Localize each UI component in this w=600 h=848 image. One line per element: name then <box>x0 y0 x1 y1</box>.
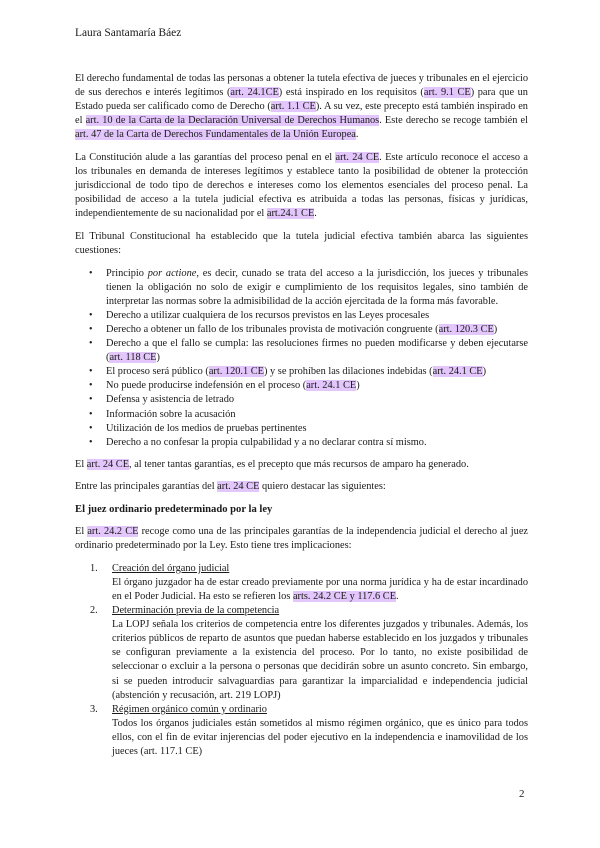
paragraph-principales-garantias <box>75 480 528 494</box>
paragraph-juez-ordinario <box>75 525 528 553</box>
list-item <box>75 365 528 379</box>
article-reference: art. 24.1CE <box>230 87 279 99</box>
list-item-body: Todos los órganos judiciales están sometidos al mismo régimen orgánico, que es único para todos ellos, con el fin de evitar injerencias del poder ejecutivo en la independencia e inamovilidad de los jueces (art. 117.1 CE) <box>112 717 528 758</box>
bullet-icon: • <box>89 436 93 448</box>
article-reference: art. 47 de la Carta de Derechos Fundamentales de la Unión Europea <box>75 129 356 141</box>
list-item-title: Régimen orgánico común y ordinario <box>112 703 267 715</box>
article-reference: art. 9.1 CE <box>423 87 471 99</box>
article-reference: art. 120.1 CE <box>208 366 264 378</box>
list-number: 1. <box>90 562 98 574</box>
text: ) para que un Estado pueda ser calificado como de Derecho ( <box>75 87 528 113</box>
text: . Este derecho se recoge también el <box>379 115 528 127</box>
list-item-title: Determinación previa de la competencia <box>112 605 280 617</box>
numbered-list-implicaciones <box>75 562 528 759</box>
article-reference: art. 24 CE <box>335 151 380 163</box>
paragraph-recursos-amparo <box>75 458 528 472</box>
bullet-icon: • <box>89 324 93 335</box>
text: El órgano juzgador ha de estar creado previamente por una norma jurídica y ha de estar incardinado en el Poder Judicial. Ha esto se refieren los <box>112 576 528 602</box>
article-reference: art. 24 CE <box>86 458 130 470</box>
list-item <box>75 309 528 323</box>
text: La Constitución alude a las garantías del proceso penal en el <box>75 151 336 163</box>
article-reference: art.24.1 CE <box>266 208 315 220</box>
list-item <box>75 422 528 436</box>
emphasis-text: por actione <box>147 267 197 279</box>
bullet-icon: • <box>89 394 93 406</box>
bullet-icon: • <box>89 309 93 321</box>
paragraph-tribunal-constitucional: El Tribunal Constitucional ha establecido que la tutela judicial efectiva también abarca las siguientes cuestiones: <box>75 230 528 257</box>
text: No puede producirse indefensión en el proceso ( <box>106 380 307 392</box>
text: ) está inspirado en los requisitos ( <box>278 87 424 99</box>
text: Derecho a no confesar la propia culpabilidad y a no declarar contra sí mismo. <box>106 436 427 448</box>
list-item <box>75 393 528 407</box>
text: Información sobre la acusación <box>106 408 236 420</box>
text: recoge como una de las principales garantías de la independencia judicial el derecho al juez ordinario predeterminado por la Ley. Esto tiene tres implicaciones: <box>75 526 529 552</box>
text: Utilización de los medios de pruebas pertinentes <box>106 422 307 434</box>
bullet-list-cuestiones <box>75 267 528 450</box>
text: ) y se prohíben las dilaciones indebidas ( <box>264 366 433 378</box>
list-number: 3. <box>90 703 98 715</box>
bullet-icon: • <box>89 338 93 350</box>
text: ) <box>156 352 160 364</box>
article-reference: art. 118 CE <box>109 352 157 364</box>
paragraph-constitucion <box>75 151 528 221</box>
list-item <box>75 604 528 703</box>
list-item <box>75 562 528 604</box>
text: , al tener tantas garantías, es el precepto que más recursos de amparo ha generado. <box>129 458 469 470</box>
text: . <box>314 208 317 220</box>
section-title: El juez ordinario predeterminado por la ley <box>75 504 273 516</box>
article-reference: arts. 24.2 CE y 117.6 CE <box>292 591 397 602</box>
list-item-body: La LOPJ señala los criterios de competencia entre los diferentes juzgados y tribunales. Además, los criterios públicos de reparto de asuntos que puedan haberse establecido en los juzgados y tribunales se configuran previamente a la existencia del proceso. Por lo tanto, no existe posibilidad de seleccionar o excluir a la persona o personas que decidirán sobre un asunto concreto. Sin embargo, si se pueden introducir salvaguardias para garantizar la imparcialidad e independencia judicial (abstención y recusación, art. 219 LOPJ) <box>112 619 528 701</box>
text: , es decir, cunado se trata del acceso a la jurisdicción, los jueces y tribunales tienen la obligación no solo de exigir e cumplimiento de los requisitos legales, sino también de interpretar las normas sobre la admisibilidad de la acción ejercitada de la forma más favorable. <box>106 267 529 307</box>
text: . Este artículo reconoce el acceso a los tribunales en demanda de intereses legítimos y establece tanto la posibilidad de obtener la protección jurisdiccional de todo tipo de derechos e intereses como los elementos esenciales del proceso penal. La posibilidad de acceso a la tutela judicial efectiva es atribuida a todas las personas, físicas y jurídicas, independientemente de su nacionalidad por el <box>75 151 528 220</box>
text: ). A su vez, este precepto está también inspirado en el <box>75 101 528 127</box>
text: Derecho a que el fallo se cumpla: las resoluciones firmes no pueden modificarse y deben ejecutarse ( <box>106 338 528 364</box>
text: El <box>75 526 88 538</box>
page-header-author: Laura Santamaría Báez <box>75 27 182 39</box>
text: ) <box>356 380 360 392</box>
list-item-title: Creación del órgano judicial <box>112 562 230 574</box>
text: ) <box>482 366 487 378</box>
list-item <box>75 379 528 393</box>
text: El <box>75 458 87 470</box>
article-reference: art. 24.1 CE <box>306 380 357 392</box>
list-item <box>75 323 528 337</box>
bullet-icon: • <box>89 380 93 392</box>
bullet-icon: • <box>89 422 93 434</box>
text: Derecho a obtener un fallo de los tribunales provista de motivación congruente ( <box>106 324 439 335</box>
list-item-body <box>112 576 528 604</box>
text: Entre las principales garantías del <box>75 481 218 493</box>
list-item <box>75 703 528 759</box>
text: Defensa y asistencia de letrado <box>106 394 235 406</box>
article-reference: art. 10 de la Carta de la Declaración Universal de Derechos Humanos <box>85 115 380 127</box>
text: . <box>355 129 359 141</box>
text: . <box>396 591 399 602</box>
list-item <box>75 408 528 422</box>
list-item <box>75 267 528 309</box>
text: El derecho fundamental de todas las personas a obtener la tutela efectiva de jueces y tribunales en el ejercicio de sus derechos e interés legítimos ( <box>75 73 528 99</box>
page-number: 2 <box>519 788 525 800</box>
article-reference: art. 24.1 CE <box>432 366 483 378</box>
bullet-icon: • <box>89 267 93 279</box>
list-number: 2. <box>90 605 98 617</box>
list-item <box>75 436 528 450</box>
list-item <box>75 337 528 365</box>
text: ) <box>493 324 498 335</box>
text: Derecho a utilizar cualquiera de los recursos previstos en las Leyes procesales <box>106 309 430 321</box>
paragraph-tutela-efectiva <box>75 72 528 142</box>
article-reference: art. 1.1 CE <box>270 101 316 113</box>
article-reference: art. 24 CE <box>217 481 260 493</box>
bullet-icon: • <box>89 366 93 378</box>
text: quiero destacar las siguientes: <box>259 481 386 493</box>
text: Principio <box>106 267 148 279</box>
bullet-icon: • <box>89 408 93 420</box>
text: El proceso será público ( <box>106 366 209 378</box>
article-reference: art. 24.2 CE <box>87 526 139 538</box>
article-reference: art. 120.3 CE <box>438 324 494 335</box>
document-body <box>75 72 528 759</box>
